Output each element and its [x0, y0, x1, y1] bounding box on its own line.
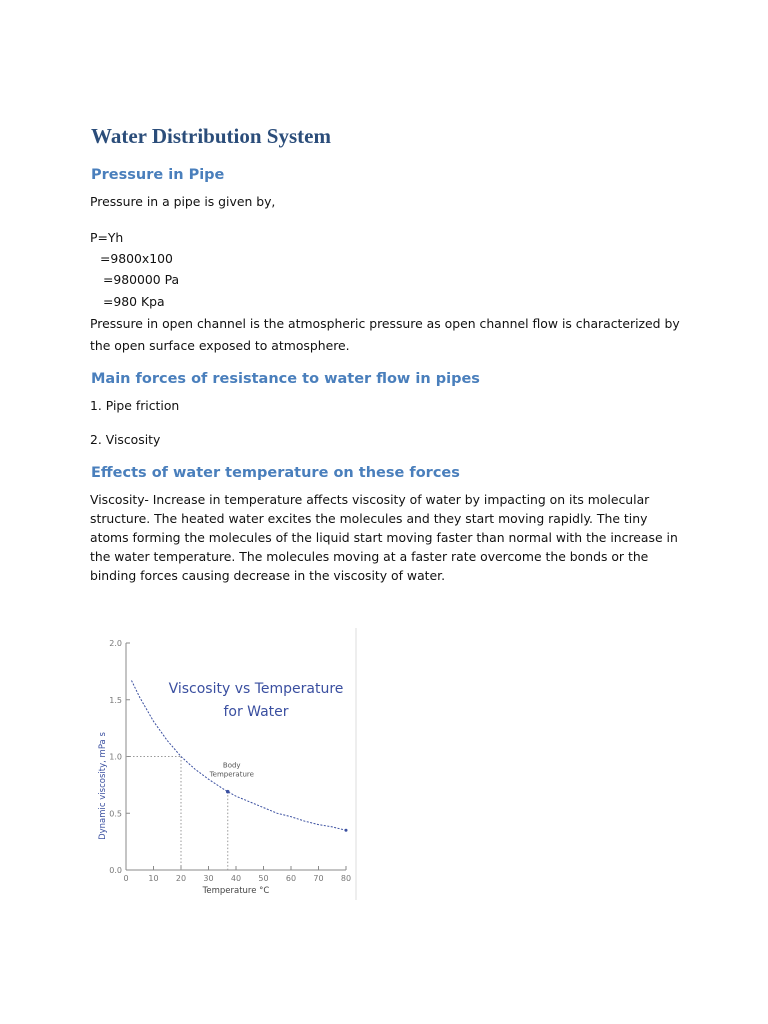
y-tick-label: 0.5	[109, 809, 122, 819]
x-tick-label: 30	[203, 874, 214, 883]
y-axis-label: Dynamic viscosity, mPa s	[98, 732, 108, 840]
viscosity-chart	[96, 628, 358, 900]
list-item-viscosity: 2. Viscosity	[90, 432, 161, 447]
x-tick-label: 20	[175, 874, 187, 883]
x-tick-labels	[123, 874, 351, 883]
heading-pressure-in-pipe: Pressure in Pipe	[91, 167, 225, 183]
viscosity-paragraph-line: structure. The heated water excites the molecules and they start moving rapidly. The tiny	[90, 511, 648, 526]
open-channel-paragraph-line: Pressure in open channel is the atmospheric pressure as open channel flow is characterized by	[90, 316, 680, 331]
body-temperature-point	[226, 790, 230, 794]
x-tick-label: 10	[148, 874, 159, 883]
viscosity-curve	[132, 681, 347, 831]
x-axis-label: Temperature °C	[202, 886, 270, 896]
viscosity-paragraph-line: binding forces causing decrease in the viscosity of water.	[90, 568, 446, 583]
equation-line: P=Yh	[90, 230, 124, 245]
chart-axes	[126, 643, 346, 870]
x-tick-label: 50	[258, 874, 269, 883]
list-item-pipe-friction: 1. Pipe friction	[90, 398, 180, 413]
y-tick-label: 1.0	[109, 752, 122, 762]
chart-title-line1: Viscosity vs Temperature	[168, 681, 344, 697]
x-tick-label: 80	[340, 874, 352, 883]
heading-temperature-effects: Effects of water temperature on these forces	[91, 465, 460, 481]
viscosity-paragraph-line: the water temperature. The molecules moving at a faster rate overcome the bonds or the	[90, 549, 649, 564]
x-tick-label: 70	[313, 874, 324, 883]
viscosity-chart-svg	[96, 628, 358, 900]
open-channel-paragraph-line: the open surface exposed to atmosphere.	[90, 338, 350, 353]
y-tick-label: 0.0	[109, 866, 122, 875]
annotation-temperature: Temperature	[209, 770, 254, 779]
x-tick-label: 60	[285, 874, 297, 883]
viscosity-paragraph-line: atoms forming the molecules of the liquid start moving faster than normal with the increase in	[90, 530, 678, 545]
y-tick-labels	[109, 639, 122, 875]
x-tick-label: 40	[230, 874, 242, 883]
equation-line: =980000 Pa	[103, 272, 180, 287]
annotation-body: Body	[222, 761, 241, 770]
y-tick-label: 2.0	[109, 639, 122, 648]
y-tick-label: 1.5	[109, 695, 122, 705]
end-point	[345, 829, 348, 832]
document-title: Water Distribution System	[91, 124, 331, 148]
equation-line: =980 Kpa	[103, 294, 165, 309]
viscosity-paragraph-line: Viscosity- Increase in temperature affects viscosity of water by impacting on its molecular	[90, 492, 650, 507]
x-tick-label: 0	[123, 874, 129, 883]
chart-title-line2: for Water	[223, 704, 289, 720]
heading-main-forces: Main forces of resistance to water flow in pipes	[91, 371, 480, 387]
equation-line: =9800x100	[100, 251, 173, 266]
pressure-intro-text: Pressure in a pipe is given by,	[90, 194, 276, 209]
